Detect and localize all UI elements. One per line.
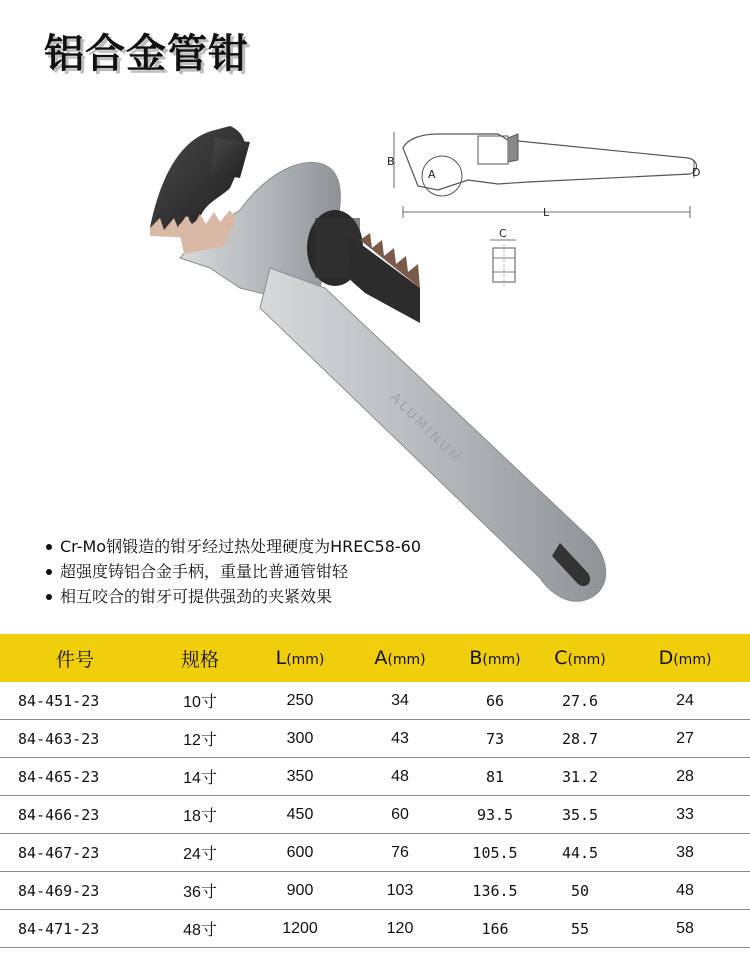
feature-list xyxy=(44,534,421,609)
header-size: 规格 xyxy=(150,634,250,682)
cell-d: 33 xyxy=(620,796,750,834)
cell-a: 60 xyxy=(350,796,450,834)
cell-d: 38 xyxy=(620,834,750,872)
cell-b: 166 xyxy=(450,910,540,948)
header-a: A(mm) xyxy=(350,634,450,682)
dimension-diagram xyxy=(378,120,708,300)
cell-d: 28 xyxy=(620,758,750,796)
cell-size: 24寸 xyxy=(150,834,250,872)
cell-l: 450 xyxy=(250,796,350,834)
header-part-no: 件号 xyxy=(0,634,150,682)
cell-size: 36寸 xyxy=(150,872,250,910)
cell-part-no: 84-471-23 xyxy=(0,910,150,948)
cell-part-no: 84-451-23 xyxy=(0,682,150,720)
cell-b: 66 xyxy=(450,682,540,720)
table-row xyxy=(0,834,750,872)
cell-a: 76 xyxy=(350,834,450,872)
cell-c: 50 xyxy=(540,872,620,910)
cell-b: 73 xyxy=(450,720,540,758)
cell-c: 27.6 xyxy=(540,682,620,720)
cell-part-no: 84-465-23 xyxy=(0,758,150,796)
cell-b: 93.5 xyxy=(450,796,540,834)
cell-a: 43 xyxy=(350,720,450,758)
bullet-icon xyxy=(46,544,52,550)
cell-c: 44.5 xyxy=(540,834,620,872)
table-row xyxy=(0,872,750,910)
cell-part-no: 84-466-23 xyxy=(0,796,150,834)
cell-c: 28.7 xyxy=(540,720,620,758)
feature-item xyxy=(44,534,421,559)
cell-a: 120 xyxy=(350,910,450,948)
cell-l: 250 xyxy=(250,682,350,720)
table-row xyxy=(0,720,750,758)
cell-size: 48寸 xyxy=(150,910,250,948)
table-row xyxy=(0,796,750,834)
feature-item xyxy=(44,559,421,584)
cell-part-no: 84-469-23 xyxy=(0,872,150,910)
cell-size: 12寸 xyxy=(150,720,250,758)
bullet-icon xyxy=(46,569,52,575)
feature-item xyxy=(44,584,421,609)
cell-l: 300 xyxy=(250,720,350,758)
cell-b: 105.5 xyxy=(450,834,540,872)
cell-c: 55 xyxy=(540,910,620,948)
cell-l: 900 xyxy=(250,872,350,910)
cell-c: 35.5 xyxy=(540,796,620,834)
table-row xyxy=(0,910,750,948)
cell-a: 34 xyxy=(350,682,450,720)
cell-size: 14寸 xyxy=(150,758,250,796)
cell-l: 600 xyxy=(250,834,350,872)
table-row xyxy=(0,758,750,796)
label-b: B xyxy=(387,155,395,168)
handle-embossed-text: ALUMINUM xyxy=(387,390,465,468)
table-row xyxy=(0,682,750,720)
label-d: D xyxy=(692,166,701,179)
cell-l: 1200 xyxy=(250,910,350,948)
cell-part-no: 84-467-23 xyxy=(0,834,150,872)
cell-c: 31.2 xyxy=(540,758,620,796)
label-l: L xyxy=(543,206,550,219)
cell-d: 24 xyxy=(620,682,750,720)
cell-a: 48 xyxy=(350,758,450,796)
label-a: A xyxy=(428,168,436,181)
cell-d: 27 xyxy=(620,720,750,758)
feature-text: 相互咬合的钳牙可提供强劲的夹紧效果 xyxy=(60,587,333,606)
feature-text: 超强度铸铝合金手柄，重量比普通管钳轻 xyxy=(60,562,349,581)
table-header-row xyxy=(0,634,750,682)
header-b: B(mm) xyxy=(450,634,540,682)
cell-l: 350 xyxy=(250,758,350,796)
label-c: C xyxy=(499,227,507,240)
cell-b: 136.5 xyxy=(450,872,540,910)
cell-size: 18寸 xyxy=(150,796,250,834)
header-c: C(mm) xyxy=(540,634,620,682)
bullet-icon xyxy=(46,594,52,600)
cell-part-no: 84-463-23 xyxy=(0,720,150,758)
cell-d: 58 xyxy=(620,910,750,948)
feature-text: Cr-Mo钢锻造的钳牙经过热处理硬度为HREC58-60 xyxy=(60,537,422,556)
cell-b: 81 xyxy=(450,758,540,796)
page-title: 铝合金管钳 xyxy=(44,31,249,77)
cell-a: 103 xyxy=(350,872,450,910)
spec-table xyxy=(0,634,750,948)
header-l: L(mm) xyxy=(250,634,350,682)
header-d: D(mm) xyxy=(620,634,750,682)
cell-size: 10寸 xyxy=(150,682,250,720)
cell-d: 48 xyxy=(620,872,750,910)
